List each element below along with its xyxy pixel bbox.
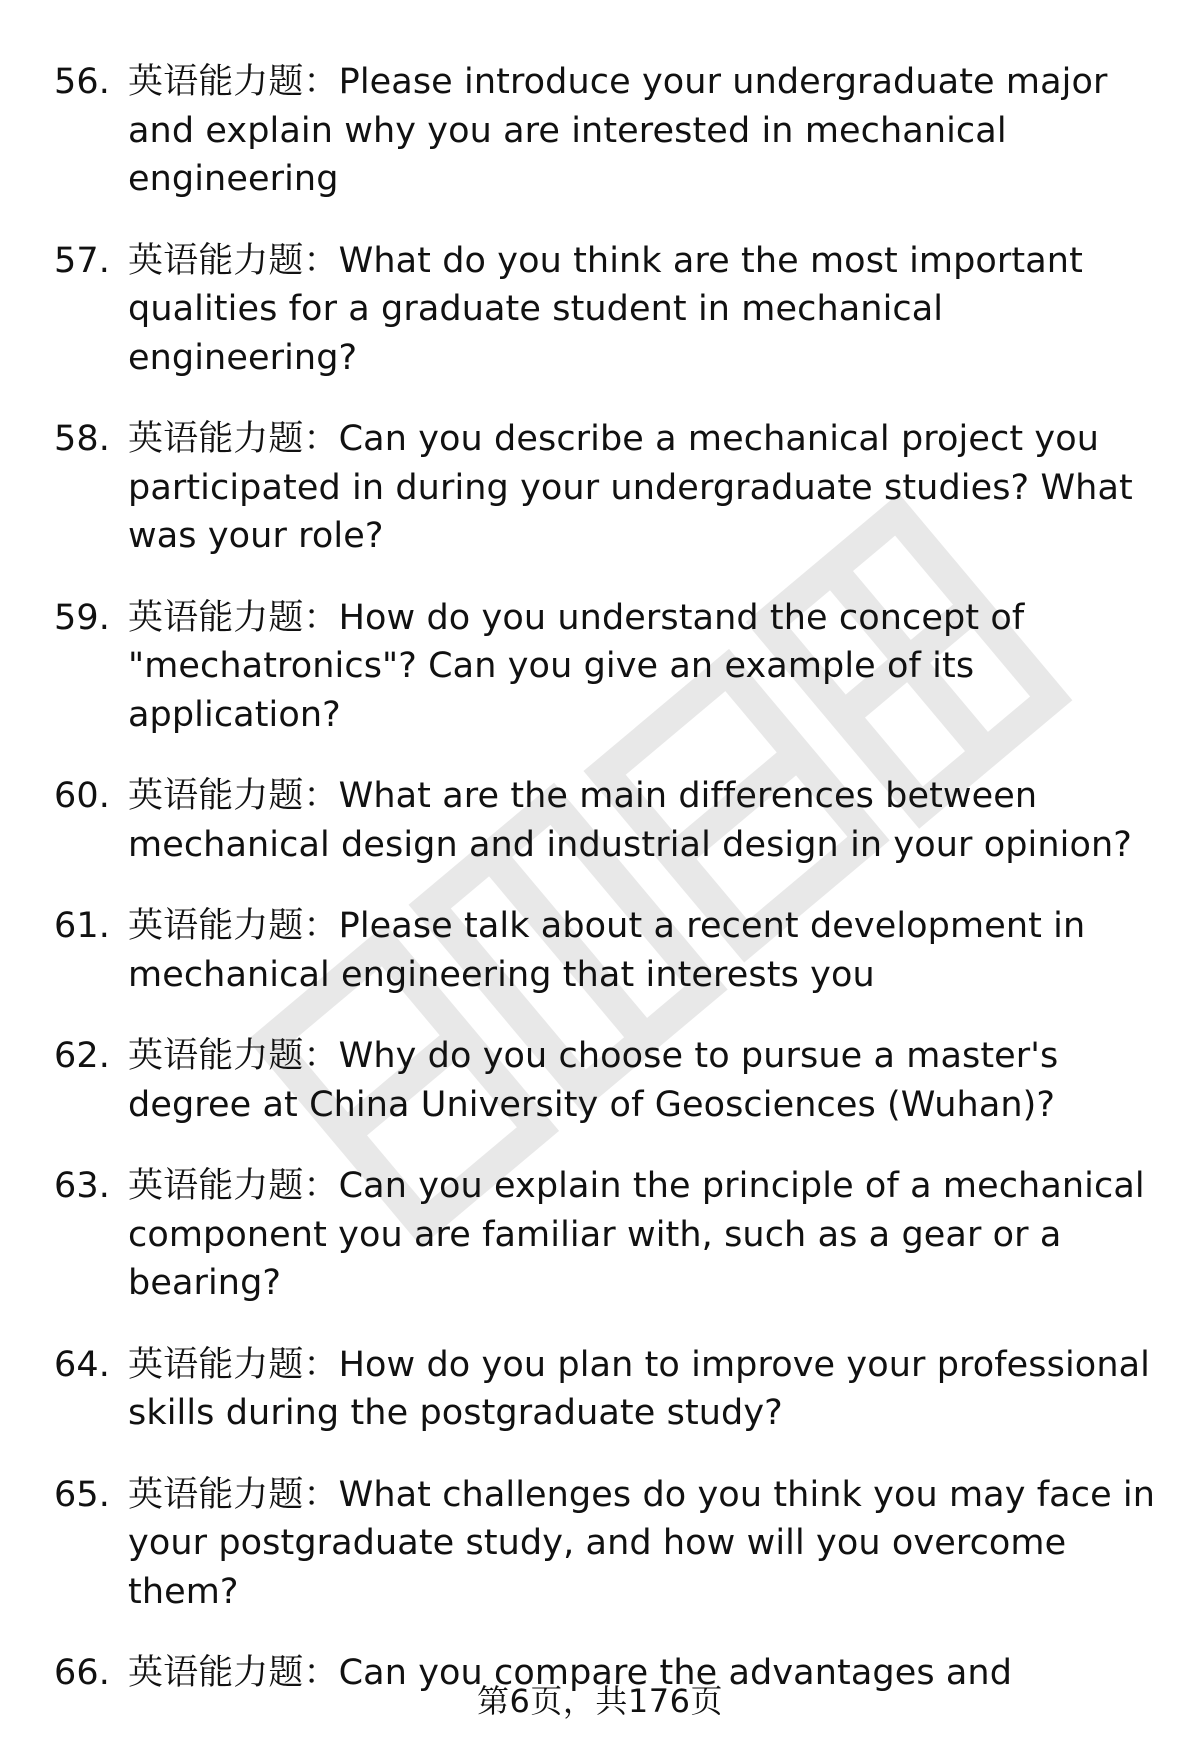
- question-item: [54, 1162, 1164, 1308]
- question-tag: 英语能力题：: [128, 1344, 339, 1385]
- question-number: 57.: [54, 240, 110, 281]
- question-number: 66.: [54, 1653, 110, 1693]
- question-number: 63.: [54, 1166, 110, 1206]
- question-tag: 英语能力题：: [128, 1474, 339, 1515]
- question-tag: 英语能力题：: [128, 776, 339, 816]
- question-item: [54, 594, 1164, 740]
- question-item: [54, 415, 1164, 561]
- question-tag: 英语能力题：: [128, 906, 339, 946]
- question-number: 60.: [54, 776, 110, 816]
- question-text: Can you describe a mechanical project you participated in during your undergraduate studies? What was your role?: [128, 419, 1133, 556]
- question-text: What are the main differences between mechanical design and industrial design in your opinion?: [128, 776, 1132, 865]
- question-text: What do you think are the most important qualities for a graduate student in mechanical engineering?: [128, 240, 1083, 378]
- question-text: Can you compare the advantages and: [338, 1653, 1013, 1693]
- question-text: Please talk about a recent development in mechanical engineering that interests you: [128, 906, 1086, 995]
- question-number: 58.: [54, 419, 110, 459]
- question-text: Why do you choose to pursue a master's degree at China University of Geosciences (Wuhan)?: [128, 1036, 1059, 1125]
- question-number: 62.: [54, 1036, 110, 1076]
- question-text: Can you explain the principle of a mechanical component you are familiar with, such as a gear or a bearing?: [128, 1166, 1145, 1303]
- question-tag: 英语能力题：: [128, 597, 339, 638]
- question-tag: 英语能力题：: [128, 419, 339, 459]
- question-tag: 英语能力题：: [128, 1036, 339, 1076]
- question-item: [54, 1341, 1164, 1438]
- question-item: [54, 58, 1164, 204]
- question-item: [54, 772, 1164, 869]
- question-tag: 英语能力题：: [128, 62, 339, 102]
- question-text: How do you understand the concept of "mechatronics"? Can you give an example of its application?: [128, 597, 1025, 735]
- question-text: What challenges do you think you may face in your postgraduate study, and how will you overcome them?: [128, 1474, 1156, 1612]
- question-list: [54, 58, 1164, 1731]
- question-item: [54, 1471, 1164, 1617]
- question-text: Please introduce your undergraduate major and explain why you are interested in mechanical engineering: [128, 62, 1108, 199]
- question-tag: 英语能力题：: [128, 1166, 339, 1206]
- question-item: [54, 902, 1164, 999]
- question-tag: 英语能力题：: [128, 240, 339, 281]
- question-text: How do you plan to improve your professional skills during the postgraduate study?: [128, 1344, 1150, 1433]
- page-number-label: 第6页，共176页: [477, 1682, 723, 1720]
- question-number: 59.: [54, 597, 110, 638]
- question-item: [54, 1032, 1164, 1129]
- question-number: 64.: [54, 1344, 110, 1385]
- question-tag: 英语能力题：: [128, 1653, 339, 1693]
- question-item: [54, 237, 1164, 383]
- page-footer: [0, 1676, 1200, 1722]
- question-number: 56.: [54, 62, 110, 102]
- question-number: 61.: [54, 906, 110, 946]
- question-number: 65.: [54, 1474, 110, 1515]
